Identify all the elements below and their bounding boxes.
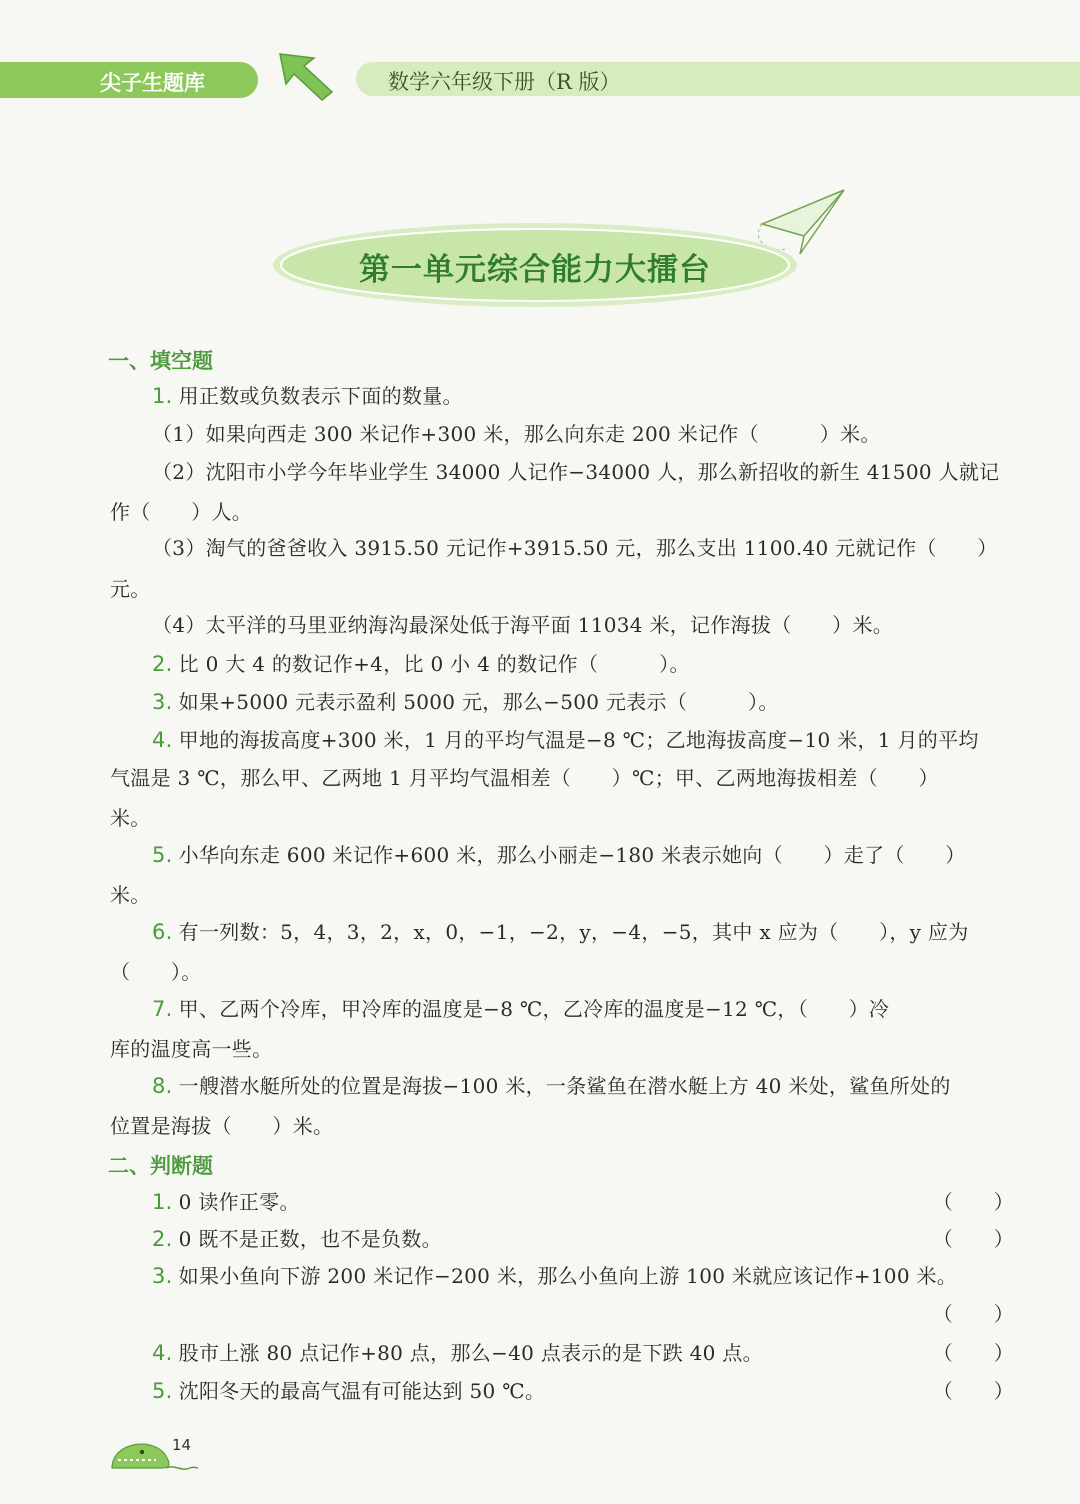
question-4-cont-2: 米。 (110, 806, 151, 830)
question-number: 5. (152, 1379, 173, 1403)
question-number: 1. (152, 384, 173, 408)
question-number: 8. (152, 1074, 173, 1098)
question-text: 有一列数：5，4，3，2，x，0，−1，−2，y，−4，−5，其中 x 应为（ ），y 应为 (178, 920, 969, 944)
question-4 (152, 725, 1014, 755)
question-text: 小华向东走 600 米记作+600 米，那么小丽走−180 米表示她向（ ）走了（ ） (178, 843, 966, 867)
question-number: 3. (152, 1264, 173, 1288)
question-number: 5. (152, 843, 173, 867)
judge-item (152, 1376, 1014, 1406)
answer-parentheses[interactable]: （ ） (932, 1227, 1014, 1251)
book-title-banner (356, 62, 1080, 96)
question-1-sub-3: （3）淘气的爸爸收入 3915.50 元记作+3915.50 元，那么支出 1100.40 元就记作（ ） (152, 536, 998, 560)
question-text: 股市上涨 80 点记作+80 点，那么−40 点表示的是下跌 40 点。 (178, 1341, 763, 1365)
answer-parentheses[interactable]: （ ） (932, 1341, 1014, 1365)
section-heading-fill-blank: 一、填空题 (108, 349, 213, 373)
question-number: 6. (152, 920, 173, 944)
title-banner (270, 220, 800, 310)
question-1-sub-3-cont: 元。 (110, 577, 151, 601)
page-number: 14 (172, 1436, 192, 1454)
answer-parentheses[interactable]: （ ） (932, 1379, 1014, 1403)
question-1-sub-4: （4）太平洋的马里亚纳海沟最深处低于海平面 11034 米，记作海拔（ ）米。 (152, 613, 894, 637)
question-text: 甲、乙两个冷库，甲冷库的温度是−8 ℃，乙冷库的温度是−12 ℃，（ ）冷 (178, 997, 890, 1021)
question-text: 用正数或负数表示下面的数量。 (178, 384, 463, 408)
question-number: 4. (152, 728, 173, 752)
question-text: 甲地的海拔高度+300 米，1 月的平均气温是−8 ℃；乙地海拔高度−10 米，1 月的平均 (178, 728, 979, 752)
page-title: 第一单元综合能力大擂台 (359, 252, 711, 288)
question-text: 0 读作正零。 (178, 1190, 300, 1214)
book-title: 数学六年级下册（R 版） (388, 70, 621, 94)
question-5 (152, 840, 1014, 870)
question-7-cont: 库的温度高一些。 (110, 1037, 273, 1061)
question-number: 4. (152, 1341, 173, 1365)
judge-item (152, 1261, 1014, 1291)
question-6-cont: （ ）。 (110, 960, 202, 984)
question-8-cont: 位置是海拔（ ）米。 (110, 1114, 334, 1138)
question-number: 2. (152, 652, 173, 676)
question-text: 如果+5000 元表示盈利 5000 元，那么−500 元表示（ ）。 (178, 690, 779, 714)
question-5-cont: 米。 (110, 883, 151, 907)
arrow-icon (274, 48, 336, 104)
question-number: 1. (152, 1190, 173, 1214)
answer-parentheses[interactable]: （ ） (932, 1302, 1014, 1326)
question-number: 7. (152, 997, 173, 1021)
judge-item (152, 1224, 1014, 1254)
question-text: 一艘潜水艇所处的位置是海拔−100 米，一条鲨鱼在潜水艇上方 40 米处，鲨鱼所处的 (178, 1074, 951, 1098)
question-text: 0 既不是正数，也不是负数。 (178, 1227, 442, 1251)
question-3 (152, 687, 1014, 717)
answer-parentheses[interactable]: （ ） (932, 1190, 1014, 1214)
question-text: 如果小鱼向下游 200 米记作−200 米，那么小鱼向上游 100 米就应该记作+100 米。 (178, 1264, 958, 1288)
question-text: 沈阳冬天的最高气温有可能达到 50 ℃。 (178, 1379, 546, 1403)
question-7 (152, 994, 1014, 1024)
section-heading-true-false: 二、判断题 (108, 1154, 213, 1178)
question-6 (152, 917, 1014, 947)
question-number: 2. (152, 1227, 173, 1251)
judge-item (152, 1338, 1014, 1368)
judge-item (152, 1187, 1014, 1217)
question-1-sub-2: （2）沈阳市小学今年毕业学生 34000 人记作−34000 人，那么新招收的新生 41500 人就记 (152, 460, 1000, 484)
question-1-sub-1: （1）如果向西走 300 米记作+300 米，那么向东走 200 米记作（ ）米。 (152, 422, 881, 446)
question-1 (152, 381, 1014, 411)
question-2 (152, 649, 1014, 679)
question-8 (152, 1071, 1014, 1101)
question-4-cont: 气温是 3 ℃，那么甲、乙两地 1 月平均气温相差（ ）℃；甲、乙两地海拔相差（ ） (110, 766, 939, 790)
brand-label: 尖子生题库 (100, 71, 205, 95)
brand-banner (0, 62, 258, 98)
question-text: 比 0 大 4 的数记作+4，比 0 小 4 的数记作（ ）。 (178, 652, 690, 676)
question-1-sub-2-cont: 作（ ）人。 (110, 500, 253, 524)
question-number: 3. (152, 690, 173, 714)
